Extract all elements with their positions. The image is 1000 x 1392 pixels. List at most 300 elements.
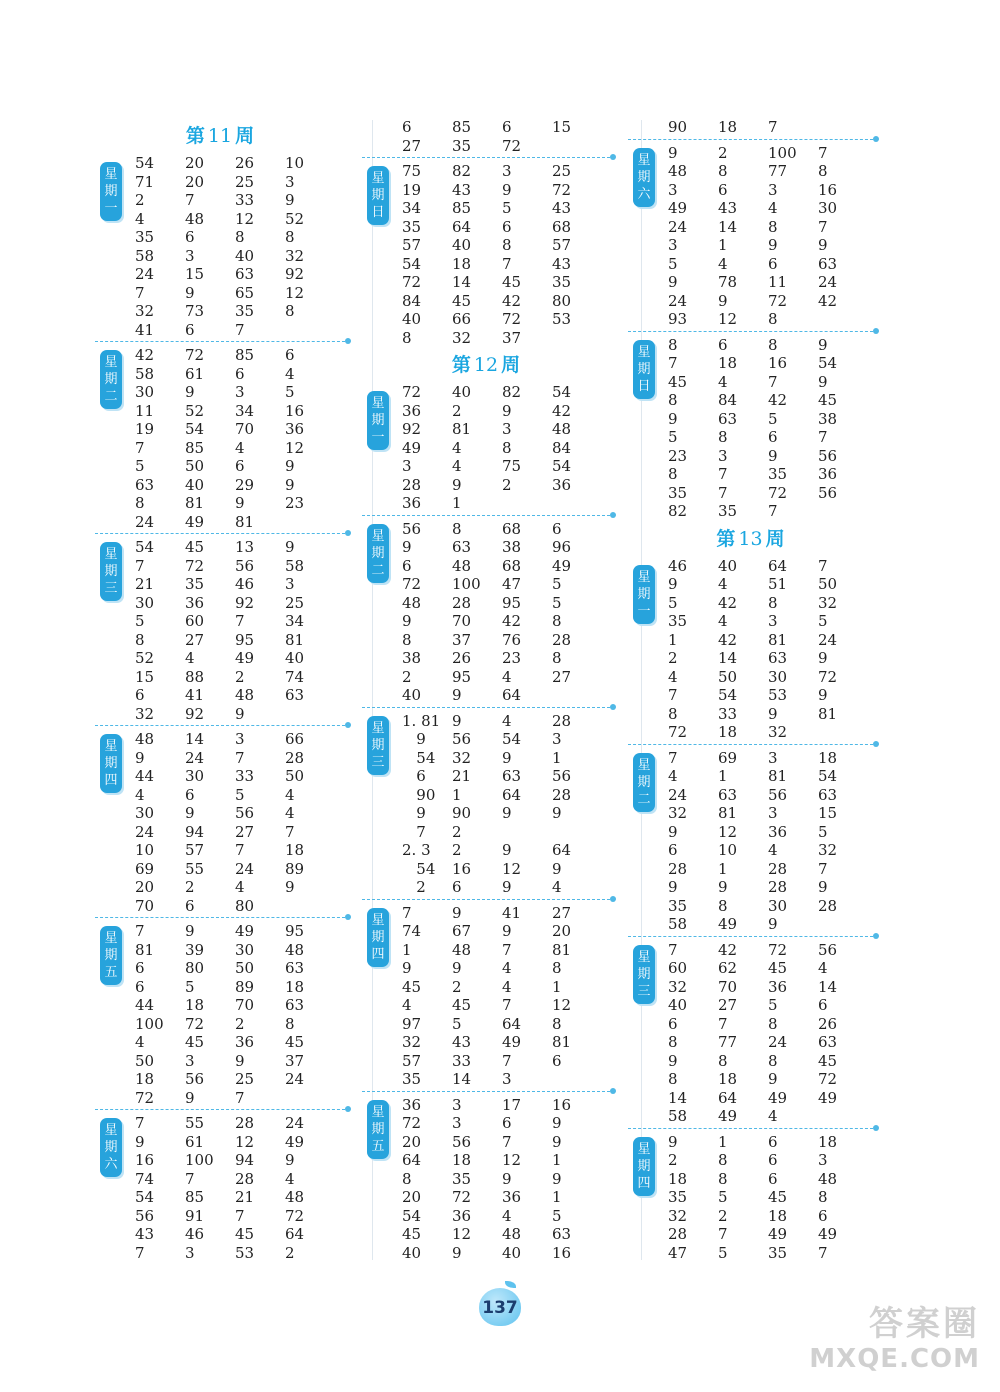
answer-cell: 54 — [185, 420, 205, 438]
answer-cell: 42 — [818, 291, 838, 310]
answer-row — [135, 959, 345, 978]
answer-cell: 9 — [402, 959, 412, 977]
answer-cell: 12 — [718, 310, 738, 328]
answer-cell: 20 — [185, 172, 205, 191]
day-label-char: 六 — [104, 1157, 118, 1172]
answer-cell: 48 — [185, 209, 205, 228]
answer-cell: 45 — [452, 291, 472, 310]
answer-cell: 9 — [452, 959, 462, 977]
answer-cell: 7 — [668, 748, 678, 767]
day-section — [362, 515, 610, 705]
answer-cell: 9 — [552, 1169, 562, 1188]
answer-row — [135, 402, 345, 421]
answer-cell: 20 — [402, 1188, 422, 1206]
answer-cell: 15 — [135, 667, 155, 686]
week-title-suffix: 周 — [501, 354, 521, 376]
answer-cell: 7 — [818, 1243, 828, 1262]
answer-row — [135, 1151, 345, 1170]
answer-row — [402, 594, 610, 613]
answer-cell: 4 — [668, 767, 678, 785]
answer-row — [135, 302, 345, 321]
answer-cell: 5 — [552, 1206, 562, 1225]
answer-cell: 28 — [552, 630, 572, 649]
answer-row — [135, 439, 345, 458]
answer-cell: 3 — [768, 612, 778, 630]
answer-cell: 52 — [185, 401, 205, 420]
answer-cell: 72 — [402, 273, 422, 291]
answer-cell: 73 — [185, 302, 205, 320]
day-label-char: 星 — [104, 1123, 118, 1138]
answer-cell: 10 — [135, 841, 155, 859]
answer-cell: 61 — [185, 364, 205, 383]
answer-row — [402, 767, 610, 786]
answer-cell: 64 — [285, 1225, 305, 1243]
answer-cell: 42 — [502, 612, 522, 630]
answer-cell: 5 — [668, 428, 678, 446]
answer-cell: 1 — [552, 1151, 562, 1169]
answer-cell — [285, 513, 335, 532]
day-section — [362, 118, 610, 155]
answer-row — [135, 1133, 345, 1152]
answer-cell — [552, 494, 602, 513]
answer-cell: 5 — [452, 1014, 462, 1033]
answer-cell: 35 — [552, 273, 572, 291]
answer-cell: 7 — [185, 191, 195, 209]
answer-cell: 90 — [452, 804, 472, 822]
answer-cell: 9 — [185, 283, 195, 302]
week-title-num: 11 — [207, 125, 233, 147]
day-label-char: 星 — [637, 1141, 651, 1157]
answer-cell: 58 — [135, 246, 155, 265]
answer-cell: 42 — [718, 940, 738, 959]
answer-cell: 16 — [452, 859, 472, 878]
answer-cell: 48 — [285, 1188, 305, 1206]
answer-cell: 54 — [718, 686, 738, 704]
answer-cell: 35 — [768, 1243, 788, 1262]
day-label-char: 星 — [371, 912, 385, 928]
answer-cell: 8 — [552, 612, 562, 630]
answer-cell: 24 — [818, 630, 838, 649]
answer-cell: 56 — [818, 446, 838, 465]
day-label-tab — [367, 1100, 389, 1159]
answer-cell: 5 — [818, 822, 828, 841]
answer-cell: 16 — [552, 1095, 572, 1114]
day-label-char: 期 — [104, 372, 118, 387]
answer-cell: 18 — [718, 1070, 738, 1088]
answer-cell: 40 — [452, 236, 472, 254]
answer-cell: 11 — [768, 273, 788, 291]
answer-cell: 36 — [768, 977, 788, 996]
answer-row — [135, 1188, 345, 1207]
answer-cell: 7 — [235, 612, 245, 630]
answer-cell: 45 — [668, 372, 688, 391]
day-label-tab — [367, 524, 389, 583]
answer-cell: 7 — [235, 320, 245, 339]
answer-cell: 56 — [452, 1132, 472, 1151]
answer-row — [402, 575, 610, 594]
answer-cell: 4 — [402, 996, 412, 1014]
answer-column-3 — [628, 118, 873, 1262]
answer-cell: 57 — [402, 1051, 422, 1070]
answer-cell: 23 — [285, 494, 305, 512]
answer-cell: 1 — [552, 748, 562, 767]
answer-cell: 92 — [402, 420, 422, 438]
answer-cell: 36 — [502, 1188, 522, 1206]
day-label-char: 四 — [371, 946, 385, 962]
answer-cell: 4 — [768, 199, 778, 217]
answer-cell: 48 — [402, 593, 422, 612]
answer-cell: 6 — [552, 1051, 562, 1070]
answer-cell: 49 — [818, 1088, 838, 1107]
answer-cell: 4 — [768, 841, 778, 859]
answer-cell: 9 — [452, 711, 462, 730]
answer-cell: 1 — [552, 1188, 562, 1206]
answer-cell: 74 — [135, 1169, 155, 1188]
answer-cell: 27 — [402, 136, 422, 155]
answer-cell: 14 — [185, 730, 205, 748]
day-label-char: 星 — [104, 931, 118, 946]
answer-cell — [285, 705, 335, 724]
answer-row — [135, 247, 345, 266]
answer-cell: 2 — [452, 401, 462, 420]
answer-cell: 95 — [452, 667, 472, 686]
answer-cell: 88 — [185, 667, 205, 686]
answer-cell: 5 — [552, 575, 562, 593]
answer-cell: 16 — [285, 401, 305, 420]
answer-cell: 56 — [452, 730, 472, 748]
answer-cell: 52 — [135, 649, 155, 667]
answer-cell: 42 — [135, 346, 155, 364]
answer-cell: 9 — [285, 457, 295, 475]
answer-cell: 16 — [552, 1243, 572, 1262]
answer-cell: 7 — [718, 1225, 728, 1243]
answer-cell: 27 — [552, 667, 572, 686]
answer-cell: 56 — [818, 483, 838, 502]
answer-cell: 94 — [185, 822, 205, 841]
answer-cell: 72 — [402, 575, 422, 593]
day-label-char: 星 — [104, 167, 118, 182]
answer-row — [668, 723, 873, 742]
answer-cell: 9 — [668, 273, 678, 291]
answer-cell: 33 — [452, 1051, 472, 1070]
answer-cell: 69 — [135, 859, 155, 878]
day-label-char: 期 — [637, 774, 651, 790]
watermark — [809, 1304, 980, 1374]
answer-cell: 7 — [768, 372, 778, 391]
answer-cell: 8 — [135, 630, 145, 649]
answer-cell: 24 — [135, 822, 155, 841]
answer-cell: 4 — [502, 711, 512, 730]
week-title-num: 12 — [473, 354, 499, 376]
answer-cell: 23 — [668, 446, 688, 465]
answer-row — [668, 310, 873, 329]
answer-row — [402, 402, 610, 421]
answer-row — [402, 649, 610, 668]
answer-cell: 24 — [818, 273, 838, 291]
answer-cell: 63 — [285, 996, 305, 1014]
answer-cell: 9 — [285, 538, 295, 556]
day-label-char: 星 — [371, 720, 385, 736]
answer-cell: 28 — [285, 748, 305, 767]
answer-cell: 24 — [668, 785, 688, 804]
answer-row — [135, 1244, 345, 1263]
answer-row — [402, 181, 610, 200]
answer-row — [402, 457, 610, 476]
answer-cell: 42 — [502, 291, 522, 310]
answer-cell: 49 — [402, 438, 422, 457]
answer-cell — [552, 686, 602, 705]
answer-cell: 18 — [285, 841, 305, 859]
answer-cell: 1. 81 — [402, 711, 441, 730]
answer-cell: 8 — [402, 328, 412, 347]
answer-row — [668, 1089, 873, 1108]
answer-cell: 81 — [285, 630, 305, 649]
answer-cell: 35 — [718, 502, 738, 520]
day-label-char: 星 — [371, 171, 385, 186]
answer-row — [135, 860, 345, 879]
day-section — [95, 917, 345, 1107]
day-label-tab — [367, 166, 389, 225]
answer-row — [135, 191, 345, 210]
answer-cell: 7 — [135, 438, 145, 457]
answer-cell: 2 — [285, 1243, 295, 1262]
answer-cell: 8 — [768, 593, 778, 612]
answer-row — [402, 878, 610, 897]
answer-row — [135, 1225, 345, 1244]
answer-cell: 28 — [668, 1225, 688, 1243]
answer-cell: 24 — [668, 217, 688, 236]
answer-cell: 9 — [502, 922, 512, 940]
answer-cell: 12 — [502, 859, 522, 878]
answer-cell: 2 — [402, 667, 412, 686]
answer-row — [668, 118, 873, 137]
answer-cell: 84 — [402, 291, 422, 310]
answer-cell: 3 — [502, 162, 512, 180]
answer-cell: 4 — [768, 1107, 778, 1125]
answer-cell: 64 — [718, 1088, 738, 1107]
answer-cell: 34 — [235, 401, 255, 420]
answer-cell: 46 — [668, 556, 688, 575]
answer-cell — [552, 1070, 602, 1089]
answer-cell — [818, 1107, 868, 1126]
answer-cell: 81 — [135, 940, 155, 959]
day-label-char: 期 — [371, 1121, 385, 1137]
answer-row — [402, 804, 610, 823]
answer-cell: 42 — [718, 630, 738, 649]
day-label-char: 四 — [104, 773, 118, 788]
answer-cell: 6 — [185, 228, 195, 246]
answer-cell: 64 — [768, 556, 788, 575]
answer-cell: 45 — [818, 391, 838, 409]
answer-cell: 49 — [718, 915, 738, 933]
answer-cell: 8 — [668, 391, 678, 409]
answer-cell: 18 — [452, 254, 472, 273]
answer-cell: 50 — [185, 457, 205, 475]
answer-row — [668, 144, 873, 163]
answer-cell: 9 — [818, 878, 828, 896]
answer-cell: 7 — [285, 822, 295, 841]
answer-row — [402, 494, 610, 513]
answer-row — [668, 391, 873, 410]
answer-cell: 40 — [235, 246, 255, 265]
answer-cell: 7 — [718, 1014, 728, 1033]
answer-cell: 5 — [552, 593, 562, 612]
answer-cell: 45 — [402, 1225, 422, 1243]
answer-row — [668, 1188, 873, 1207]
answer-cell: 28 — [768, 859, 788, 878]
answer-row — [402, 420, 610, 439]
week-title — [628, 521, 873, 557]
answer-cell — [502, 823, 552, 842]
answer-cell: 32 — [452, 328, 472, 347]
answer-cell: 24 — [285, 1070, 305, 1088]
answer-cell: 54 — [402, 859, 436, 878]
answer-row — [402, 860, 610, 879]
answer-cell — [818, 723, 868, 742]
answer-cell: 4 — [135, 785, 145, 804]
answer-cell: 54 — [402, 254, 422, 273]
answer-cell: 7 — [402, 903, 412, 922]
answer-cell: 4 — [235, 878, 245, 896]
answer-cell: 36 — [285, 420, 305, 438]
answer-cell: 8 — [668, 465, 678, 483]
answer-cell: 4 — [285, 785, 295, 804]
answer-row — [668, 860, 873, 879]
answer-cell: 8 — [552, 1014, 562, 1033]
answer-cell: 47 — [502, 575, 522, 593]
answer-row — [402, 823, 610, 842]
answer-cell: 63 — [718, 785, 738, 804]
answer-cell: 5 — [135, 457, 145, 475]
answer-cell: 3 — [818, 1151, 828, 1169]
answer-cell: 9 — [452, 686, 462, 704]
answer-row — [668, 1244, 873, 1263]
answer-row — [402, 1033, 610, 1052]
day-label-tab — [633, 945, 655, 1004]
answer-cell: 27 — [235, 822, 255, 841]
answer-cell: 54 — [818, 354, 838, 372]
answer-cell: 72 — [402, 383, 422, 401]
day-label-tab — [633, 565, 655, 624]
answer-cell: 84 — [718, 391, 738, 409]
answer-cell: 28 — [235, 1169, 255, 1188]
answer-cell: 45 — [768, 1188, 788, 1206]
answer-cell: 56 — [402, 519, 422, 538]
answer-cell: 43 — [552, 199, 572, 217]
answer-row — [402, 959, 610, 978]
answer-cell: 4 — [285, 364, 295, 383]
answer-cell: 35 — [185, 575, 205, 593]
day-label-char: 星 — [637, 344, 651, 360]
answer-cell: 68 — [502, 556, 522, 575]
answer-cell: 9 — [285, 878, 295, 896]
day-label-char: 星 — [637, 757, 651, 773]
answer-cell — [552, 137, 602, 156]
day-label-tab — [367, 391, 389, 450]
answer-cell: 32 — [452, 748, 472, 767]
week-title-suffix: 周 — [765, 527, 785, 550]
answer-row — [135, 878, 345, 897]
answer-cell: 8 — [718, 896, 728, 915]
answer-cell: 92 — [185, 704, 205, 723]
answer-cell: 100 — [185, 1151, 214, 1169]
answer-cell: 56 — [185, 1070, 205, 1088]
answer-row — [135, 1052, 345, 1071]
answer-row — [135, 1089, 345, 1108]
answer-cell: 12 — [285, 438, 305, 457]
answer-cell: 81 — [552, 1033, 572, 1051]
answer-cell: 72 — [185, 346, 205, 364]
answer-cell: 63 — [552, 1225, 572, 1243]
answer-cell: 9 — [552, 1114, 562, 1132]
answer-cell: 8 — [718, 1051, 728, 1070]
answer-row — [668, 668, 873, 687]
day-label-char: 三 — [104, 581, 118, 596]
answer-row — [668, 1133, 873, 1152]
answer-cell — [285, 897, 335, 916]
answer-cell: 21 — [235, 1188, 255, 1206]
day-label-char: 五 — [371, 1138, 385, 1154]
answer-cell: 14 — [452, 273, 472, 291]
answer-cell: 43 — [718, 199, 738, 217]
answer-cell: 15 — [552, 118, 572, 136]
answer-cell: 35 — [452, 136, 472, 155]
answer-cell: 4 — [452, 438, 462, 457]
day-section — [362, 383, 610, 513]
answer-row — [135, 1070, 345, 1089]
answer-cell: 45 — [768, 959, 788, 977]
answer-cell: 38 — [502, 538, 522, 556]
day-section — [95, 533, 345, 723]
answer-cell: 61 — [185, 1132, 205, 1151]
answer-cell: 49 — [718, 1107, 738, 1125]
answer-row — [668, 181, 873, 200]
answer-row — [668, 1052, 873, 1071]
answer-cell: 65 — [235, 283, 255, 302]
answer-cell: 3 — [235, 730, 245, 748]
answer-cell: 16 — [135, 1151, 155, 1169]
answer-cell: 2 — [668, 649, 678, 667]
answer-cell: 1 — [718, 1132, 728, 1151]
page-number-badge — [479, 1288, 521, 1326]
answer-cell: 12 — [502, 1151, 522, 1169]
answer-row — [135, 173, 345, 192]
answer-row — [135, 476, 345, 495]
answer-cell: 6 — [668, 841, 678, 859]
answer-row — [135, 767, 345, 786]
answer-cell: 18 — [285, 977, 305, 996]
answer-row — [402, 996, 610, 1015]
day-label-tab — [100, 734, 122, 793]
day-section — [95, 341, 345, 531]
answer-cell: 7 — [502, 254, 512, 273]
answer-cell: 7 — [818, 428, 828, 446]
answer-cell: 30 — [235, 940, 255, 959]
answer-row — [668, 594, 873, 613]
day-label-char: 一 — [104, 201, 118, 216]
answer-cell: 4 — [135, 1033, 145, 1051]
answer-cell: 36 — [402, 1095, 422, 1114]
day-label-char: 期 — [637, 1158, 651, 1174]
answer-row — [135, 346, 345, 365]
answer-cell: 20 — [185, 154, 205, 172]
answer-cell: 54 — [818, 767, 838, 785]
answer-cell: 35 — [668, 612, 688, 630]
answer-cell: 2 — [135, 191, 145, 209]
answer-row — [402, 841, 610, 860]
answer-cell: 54 — [502, 730, 522, 748]
answer-cell: 48 — [502, 1225, 522, 1243]
